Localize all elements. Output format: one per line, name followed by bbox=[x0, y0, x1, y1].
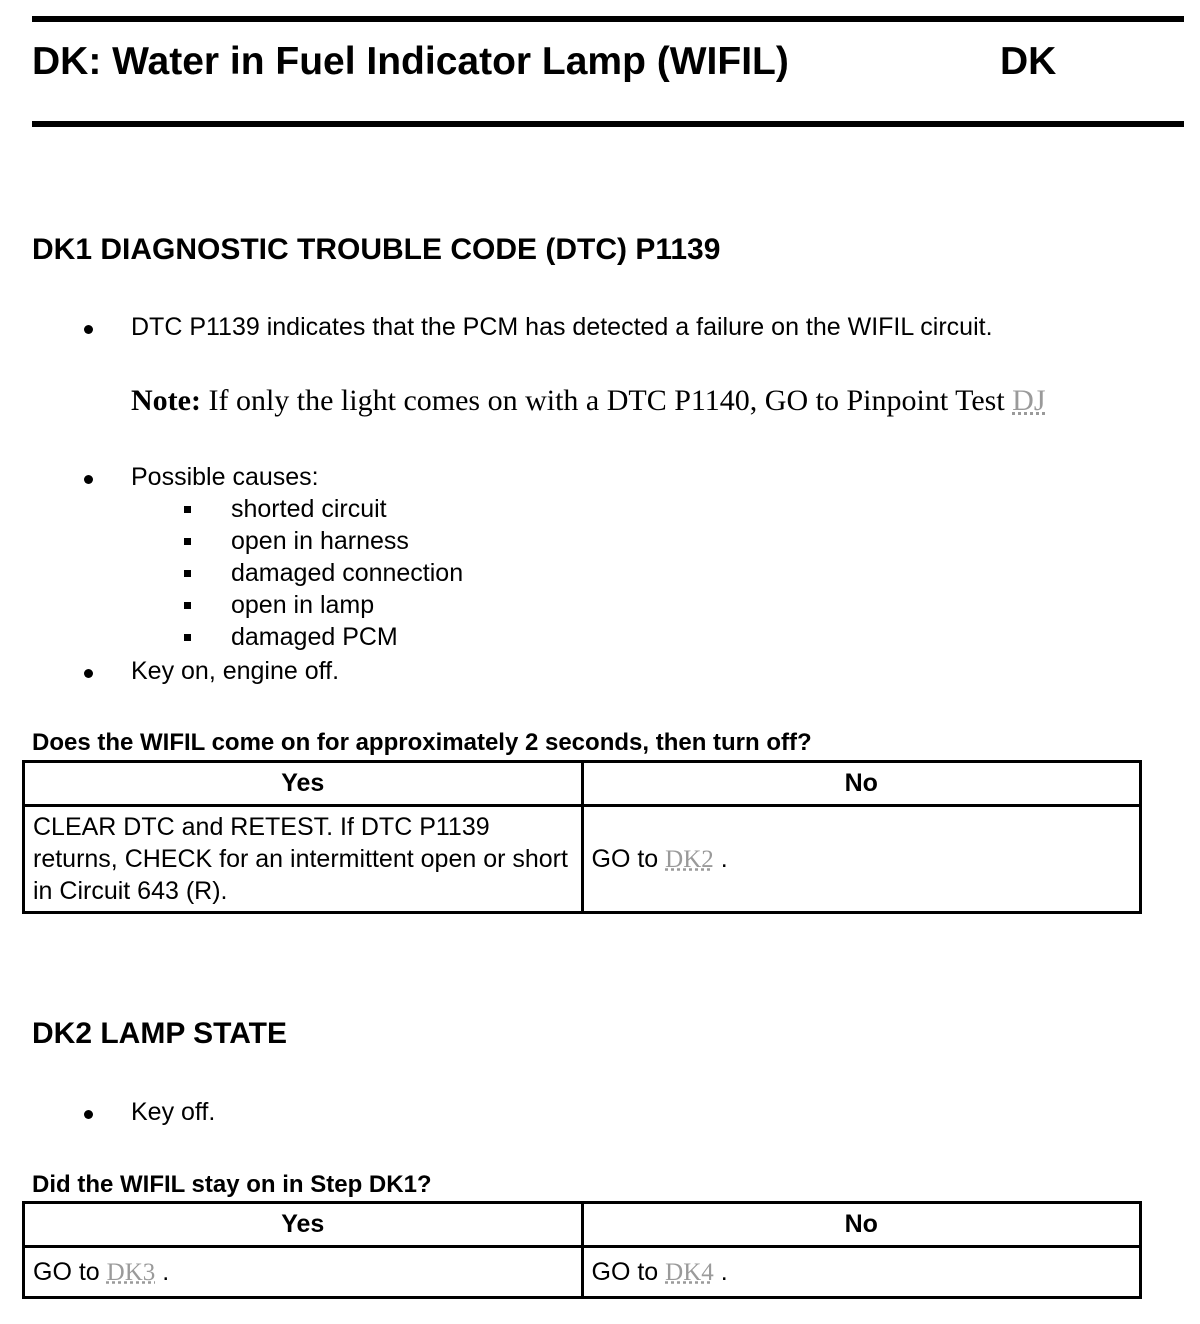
no-prefix: GO to bbox=[591, 1257, 666, 1286]
no-suffix: . bbox=[713, 1257, 728, 1286]
yes-header: Yes bbox=[24, 1203, 583, 1247]
link-dk2[interactable]: DK2 bbox=[665, 845, 714, 873]
note-label: Note: bbox=[131, 384, 201, 417]
no-suffix: . bbox=[713, 844, 728, 873]
bullet-dot-icon bbox=[84, 325, 93, 334]
dk2-result-table bbox=[22, 1201, 1142, 1299]
note-paragraph bbox=[131, 384, 1046, 418]
dk1-causes-label: Possible causes: bbox=[131, 463, 319, 491]
square-bullet-icon bbox=[184, 506, 191, 513]
bullet-dot-icon bbox=[84, 669, 93, 678]
cause-item: shorted circuit bbox=[231, 495, 387, 523]
cause-item: open in lamp bbox=[231, 591, 375, 619]
no-header: No bbox=[582, 1203, 1141, 1247]
dk2-question: Did the WIFIL stay on in Step DK1? bbox=[32, 1171, 432, 1198]
section-code: DK bbox=[1000, 40, 1057, 83]
dk1-heading: DK1 DIAGNOSTIC TROUBLE CODE (DTC) P1139 bbox=[32, 233, 721, 266]
link-dk4[interactable]: DK4 bbox=[665, 1258, 714, 1286]
square-bullet-icon bbox=[184, 634, 191, 641]
no-prefix: GO to bbox=[591, 844, 666, 873]
header-bottom-rule bbox=[32, 121, 1184, 127]
bullet-dot-icon bbox=[84, 1110, 93, 1119]
square-bullet-icon bbox=[184, 538, 191, 545]
page-title: DK: Water in Fuel Indicator Lamp (WIFIL) bbox=[32, 40, 789, 83]
link-dj[interactable]: DJ bbox=[1012, 384, 1046, 417]
yes-suffix: . bbox=[155, 1257, 170, 1286]
no-cell bbox=[582, 806, 1141, 913]
square-bullet-icon bbox=[184, 602, 191, 609]
bullet-dot-icon bbox=[84, 475, 93, 484]
note-text: If only the light comes on with a DTC P1140, GO to Pinpoint Test bbox=[200, 384, 1013, 417]
yes-cell bbox=[24, 1247, 583, 1298]
no-header: No bbox=[582, 762, 1141, 806]
dk2-bullet-key-off: Key off. bbox=[131, 1098, 216, 1126]
dk2-heading: DK2 LAMP STATE bbox=[32, 1017, 288, 1050]
square-bullet-icon bbox=[184, 570, 191, 577]
top-rule bbox=[32, 16, 1184, 22]
cause-item: damaged PCM bbox=[231, 623, 398, 651]
dk1-question: Does the WIFIL come on for approximately 2 seconds, then turn off? bbox=[32, 729, 812, 756]
yes-prefix: GO to bbox=[33, 1257, 107, 1286]
link-dk3[interactable]: DK3 bbox=[106, 1258, 156, 1286]
dk1-result-table bbox=[22, 760, 1142, 914]
yes-header: Yes bbox=[24, 762, 583, 806]
yes-cell: CLEAR DTC and RETEST. If DTC P1139 returns, CHECK for an intermittent open or short in Circuit 643 (R). bbox=[24, 806, 583, 913]
dk1-bullet-dtc: DTC P1139 indicates that the PCM has detected a failure on the WIFIL circuit. bbox=[131, 313, 993, 341]
dk1-bullet-key-on: Key on, engine off. bbox=[131, 657, 340, 685]
cause-item: open in harness bbox=[231, 527, 409, 555]
no-cell bbox=[582, 1247, 1141, 1298]
cause-item: damaged connection bbox=[231, 559, 464, 587]
